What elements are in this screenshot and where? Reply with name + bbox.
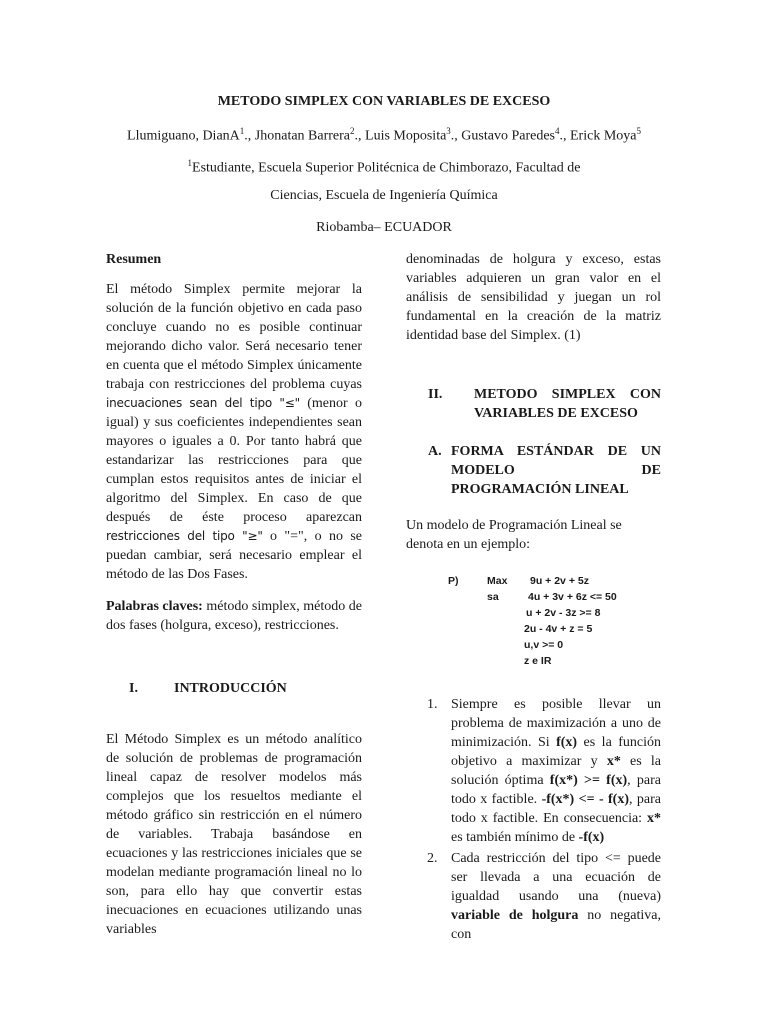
formula-constraint-4: u,v >= 0 <box>524 639 564 651</box>
list-item-emphasis: f(x) <box>556 735 578 750</box>
list-item-text: Siempre es posible llevar un problema de maximización a uno de minimización. Si <box>451 697 661 750</box>
list-item-emphasis: x* <box>606 754 621 769</box>
abstract-heading: Resumen <box>106 252 162 267</box>
affiliation-marker: 1 <box>187 158 193 168</box>
author-affiliation-marker: 3 <box>446 126 451 136</box>
paper-title: METODO SIMPLEX CON VARIABLES DE EXCESO <box>217 94 551 109</box>
formula-objective: 9u + 2v + 5z <box>530 575 589 587</box>
section-heading-metodo <box>406 385 661 423</box>
section-title: INTRODUCCIÓN <box>174 681 287 696</box>
list-item <box>406 849 661 944</box>
formula-max: Max <box>487 575 508 587</box>
formula-constraint-3: 2u - 4v + z = 5 <box>524 623 593 635</box>
abstract-text-c: (menor o igual) y sus coeficientes independientes sean mayores o iguales a 0. Por tanto habrá que estandarizar las restricciones para que cumplan estos requisitos antes de iniciar el algoritmo del Simplex. En caso de que después de éste proceso aparezcan <box>106 396 362 525</box>
affiliation-line-1 <box>0 154 768 178</box>
author-list <box>0 122 768 146</box>
formula-constraint-1: 4u + 3v + 6z <= 50 <box>528 591 617 603</box>
subsection-title: FORMA ESTÁNDAR DE UN MODELO DE PROGRAMACIÓN LINEAL <box>451 444 661 497</box>
list-item-emphasis: f(x*) >= f(x) <box>549 773 628 788</box>
affiliation-text-1: Estudiante, Escuela Superior Politécnica de Chimborazo, Facultad de <box>192 160 581 176</box>
keywords-label: Palabras claves: <box>106 599 203 614</box>
abstract-text-e: o "=", o no se puedan cambiar, será necesario emplear el método de las Dos Fases. <box>106 529 362 582</box>
subsection-heading <box>406 442 661 499</box>
list-item-emphasis: -f(x) <box>578 830 605 845</box>
author-name: Erick Moya <box>570 128 637 144</box>
list-item-text: es la solución óptima <box>451 754 661 788</box>
list-item <box>406 695 661 847</box>
model-intro-paragraph: Un modelo de Programación Lineal se denota en un ejemplo: <box>406 518 622 552</box>
abstract-text-b: inecuaciones sean del tipo "≤" <box>106 396 300 410</box>
list-item-emphasis: -f(x*) <= - f(x) <box>541 792 629 807</box>
list-item-emphasis: x* <box>647 811 661 826</box>
lp-model-formula <box>406 573 661 673</box>
keywords-paragraph <box>106 597 362 635</box>
affiliation-line-2: Ciencias, Escuela de Ingeniería Química <box>270 188 498 203</box>
intro-paragraph: El Método Simplex es un método analítico de solución de problemas de programación lineal capaz de resolver modelos más complejos que los resueltos mediante el método gráfico sin restricción en el número de variables. Trabaja basándose en ecuaciones y las restricciones iniciales que se modelan mediante programación lineal no lo son, para ello hay que convertir estas inecuaciones en ecuaciones utilizando unas variables <box>106 732 362 937</box>
author-separator: ., <box>244 128 255 144</box>
formula-constraint-2: u + 2v - 3z >= 8 <box>526 607 601 619</box>
intro-continued-paragraph: denominadas de holgura y exceso, estas variables adquieren un gran valor en el análisis de sensibilidad y juegan un rol fundamental en la creación de la matriz identidad base del Simplex. (1) <box>406 252 661 343</box>
author-separator: ., <box>559 128 570 144</box>
author-name: Gustavo Paredes <box>461 128 555 144</box>
abstract-paragraph <box>106 280 362 584</box>
formula-constraint-5: z e IR <box>524 655 552 667</box>
section-number: II. <box>428 387 443 402</box>
list-item-text: es también mínimo de <box>451 830 579 845</box>
abstract-text-a: El método Simplex permite mejorar la solución de la función objetivo en cada paso concluye cuando no es posible continuar mejorando dicho valor. Será necesario tener en cuenta que el método Simplex únicamente trabaja con restricciones del problema cuyas <box>106 282 362 392</box>
formula-sa: sa <box>487 591 499 603</box>
subsection-number: A. <box>428 444 442 459</box>
numbered-list <box>406 695 661 944</box>
abstract-text-d: restricciones del tipo "≥" <box>106 529 263 543</box>
author-name: Llumiguano, DianA <box>127 128 240 144</box>
list-item-number: 1. <box>427 697 438 712</box>
author-affiliation-marker: 2 <box>350 126 355 136</box>
list-item-text: no negativa, con <box>451 908 661 942</box>
author-separator: ., <box>354 128 366 144</box>
author-affiliation-marker: 5 <box>636 126 641 136</box>
list-item-text: Cada restricción del tipo <= puede ser llevada a una ecuación de igualdad usando una (nueva) <box>451 851 661 904</box>
list-item-emphasis: variable de holgura <box>451 908 579 923</box>
section-title: METODO SIMPLEX CON VARIABLES DE EXCESO <box>474 387 661 421</box>
formula-label: P) <box>448 575 459 587</box>
list-item-text: es la función objetivo a maximizar y <box>451 735 662 769</box>
location: Riobamba– ECUADOR <box>316 220 452 235</box>
author-name: Luis Moposita <box>365 128 447 144</box>
list-item-text: , para todo x factible. En consecuencia: <box>451 792 661 826</box>
left-column <box>106 250 362 939</box>
author-separator: ., <box>450 128 462 144</box>
list-item-number: 2. <box>427 851 438 866</box>
section-heading-introduccion: I. INTRODUCCIÓN <box>129 681 287 696</box>
author-affiliation-marker: 1 <box>239 126 245 136</box>
keywords-text: método simplex, método de dos fases (holgura, exceso), restricciones. <box>106 599 363 633</box>
right-column <box>406 250 661 946</box>
list-item-text: , para todo x factible. <box>451 773 661 807</box>
author-name: Jhonatan Barrera <box>254 128 351 144</box>
author-affiliation-marker: 4 <box>555 126 560 136</box>
